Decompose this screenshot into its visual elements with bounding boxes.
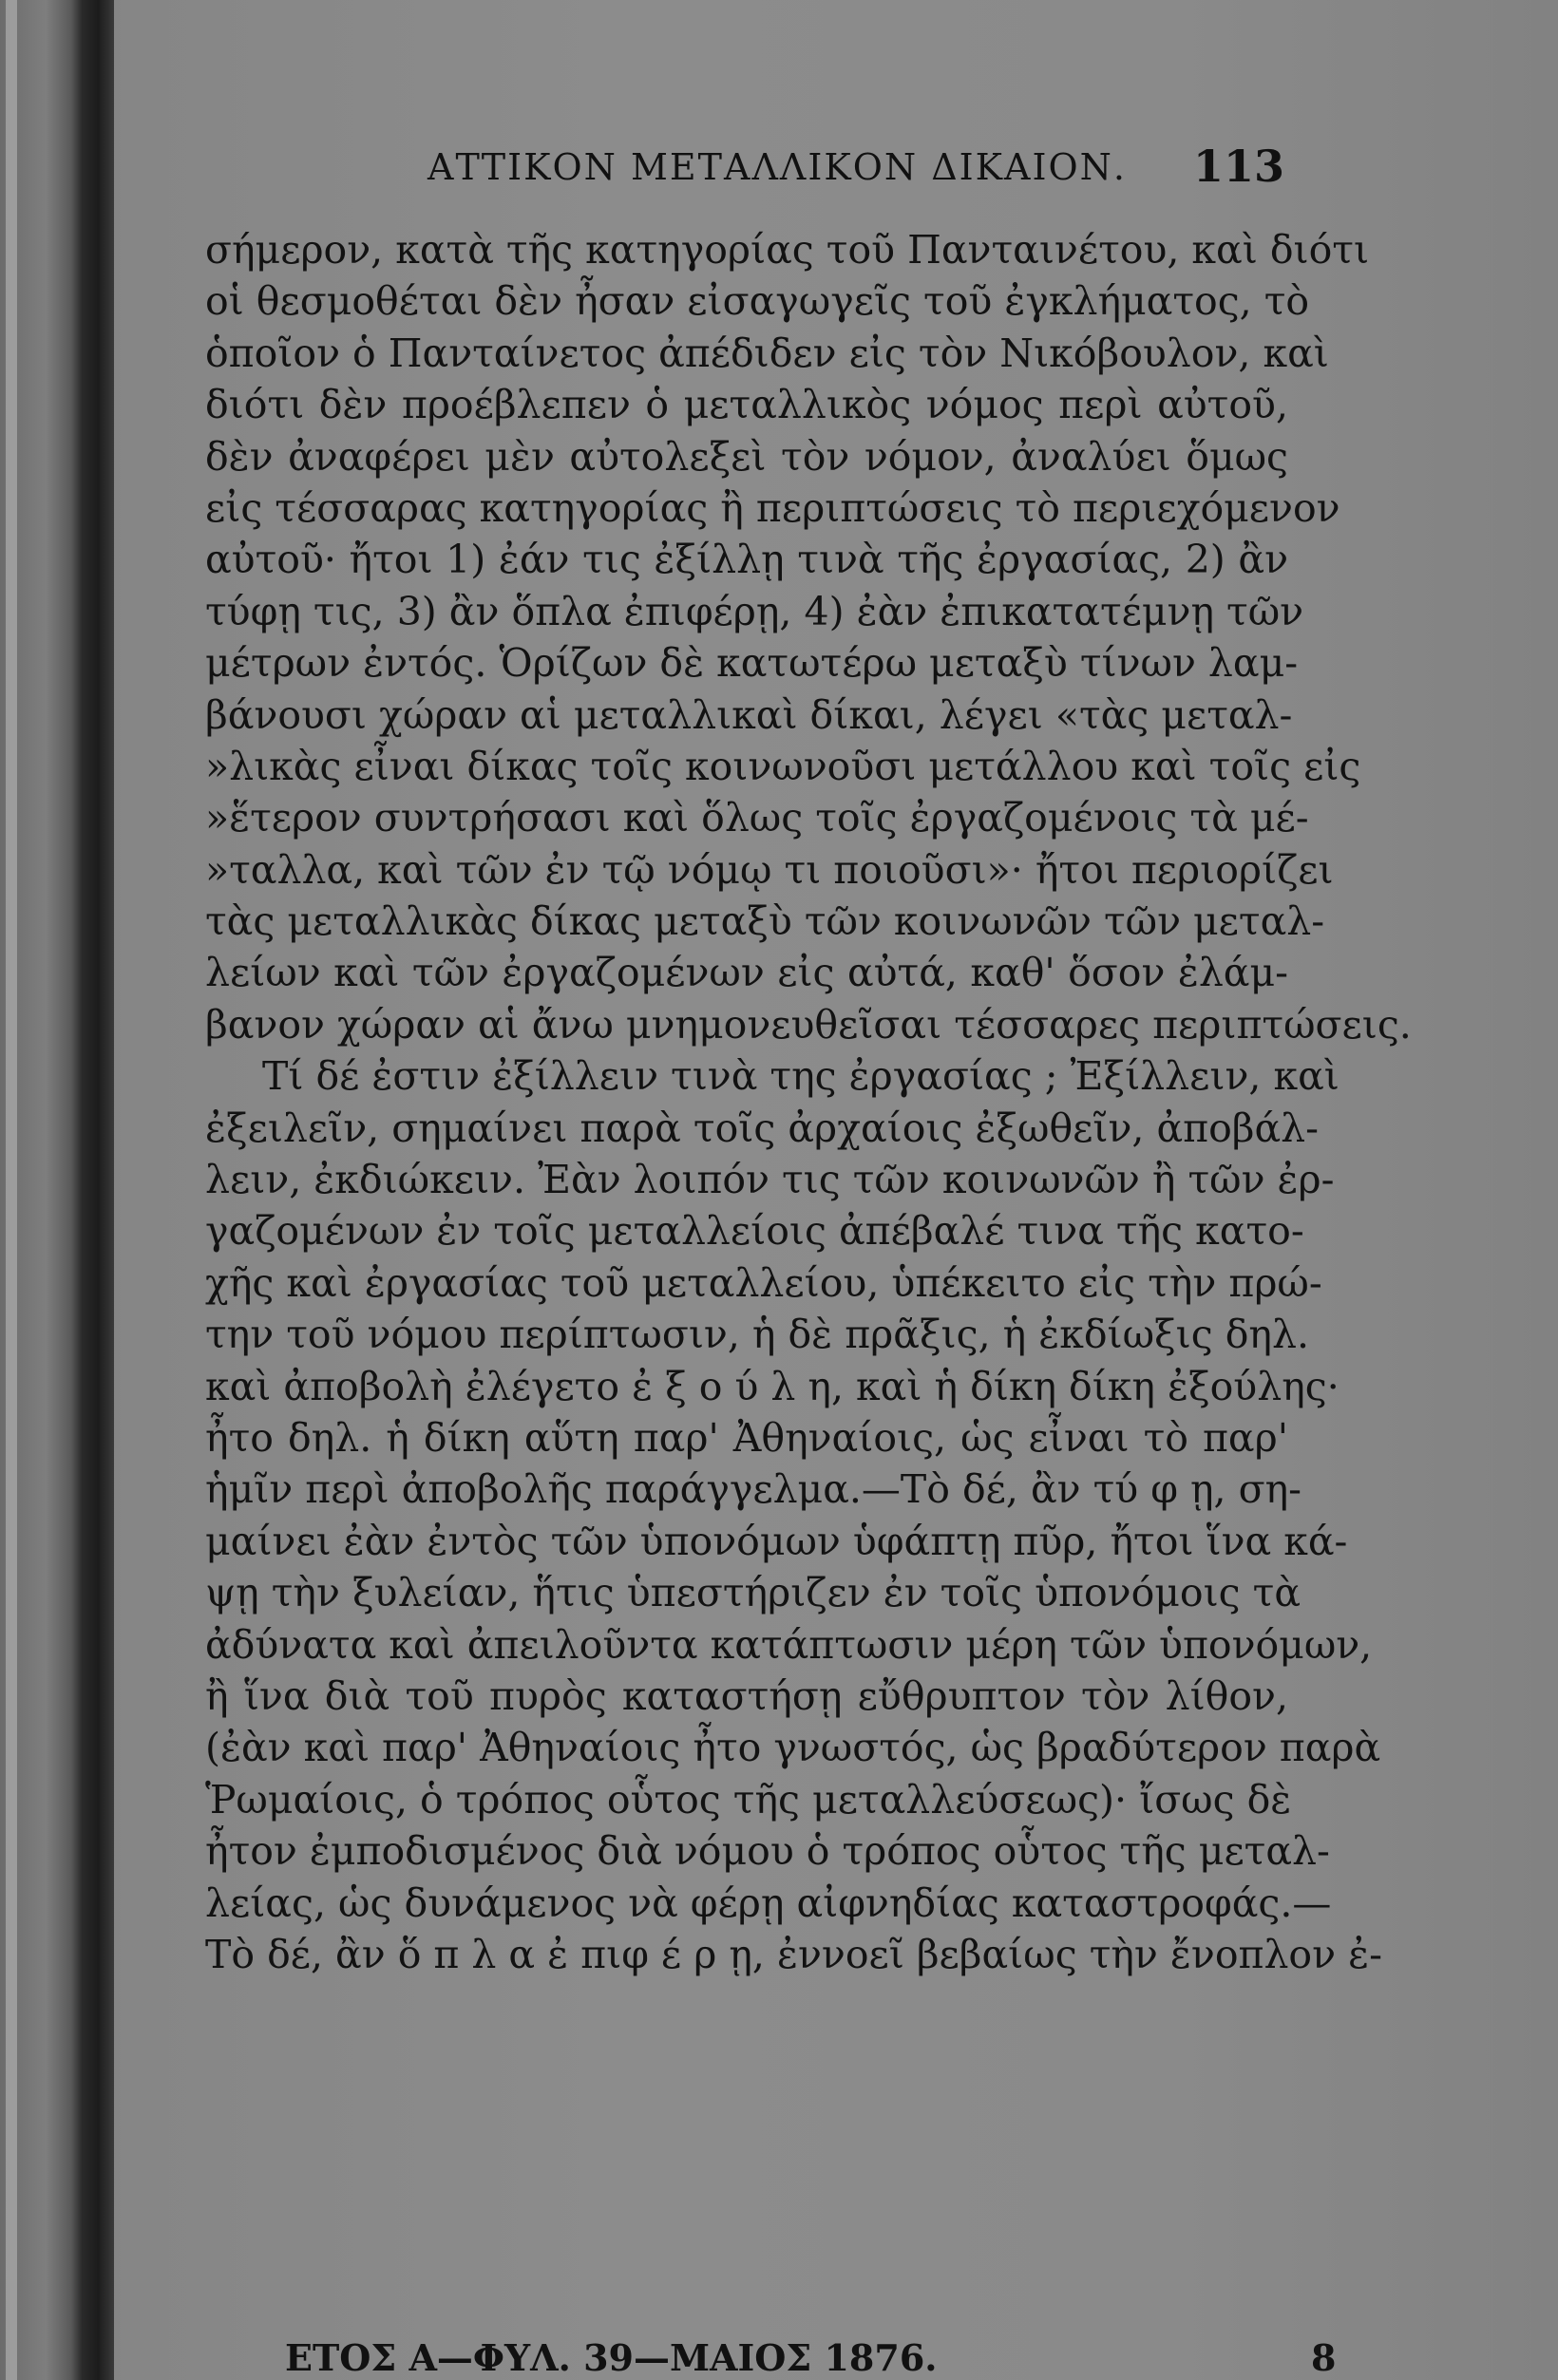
text-line: ψῃ τὴν ξυλείαν, ἥτις ὑπεστήριζεν ἐν τοῖς ὑπονόμοις τὰ (205, 1570, 1302, 1616)
text-line: »λικὰς εἶναι δίκας τοῖς κοινωνοῦσι μετάλλου καὶ τοῖς εἰς (205, 743, 1361, 789)
text-line: χῆς καὶ ἐργασίας τοῦ μεταλλείου, ὑπέκειτο εἰς τὴν πρώ- (205, 1259, 1322, 1306)
page-edge-highlight (6, 0, 17, 2380)
text-line: την τοῦ νόμου περίπτωσιν, ἡ δὲ πρᾶξις, ἡ ἐκδίωξις δηλ. (205, 1312, 1309, 1358)
text-line: λείων καὶ τῶν ἐργαζομένων εἰς αὐτά, καθ' ὅσον ἐλάμ- (205, 950, 1288, 996)
book-page (190, 133, 1412, 2379)
text-line: λείας, ὡς δυνάμενος νὰ φέρῃ αἰφνηδίας καταστροφάς.— (205, 1879, 1332, 1926)
text-line: ἦτον ἐμποδισμένος διὰ νόμου ὁ τρόπος οὗτος τῆς μεταλ- (205, 1828, 1330, 1875)
text-line: Ῥωμαίοις, ὁ τρόπος οὗτος τῆς μεταλλεύσεως)· ἴσως δὲ (205, 1776, 1292, 1823)
text-line: »ἕτερον συντρήσασι καὶ ὅλως τοῖς ἐργαζομένοις τὰ μέ- (205, 795, 1309, 841)
text-line: τύφῃ τις, 3) ἂν ὅπλα ἐπιφέρῃ, 4) ἐὰν ἐπικατατέμνῃ τῶν (205, 588, 1304, 634)
text-line: ἡμῖν περὶ ἀποβολῆς παράγγελμα.—Τὸ δέ, ἂν τύ φ ῃ, ση- (205, 1466, 1302, 1513)
page-body-text (205, 224, 1412, 1980)
text-line: λειν, ἐκδιώκειν. Ἐὰν λοιπόν τις τῶν κοινωνῶν ἢ τῶν ἐρ- (205, 1157, 1335, 1203)
text-line: ἀδύνατα καὶ ἀπειλοῦντα κατάπτωσιν μέρη τῶν ὑπονόμων, (205, 1621, 1373, 1668)
text-line: τὰς μεταλλικὰς δίκας μεταξὺ τῶν κοινωνῶν τῶν μεταλ- (205, 898, 1325, 945)
text-line: (ἐὰν καὶ παρ' Ἀθηναίοις ἦτο γνωστός, ὡς βραδύτερον παρὰ (205, 1725, 1381, 1771)
text-line: βάνουσι χώραν αἱ μεταλλικαὶ δίκαι, λέγει «τὰς μεταλ- (205, 691, 1293, 738)
text-line: ὁποῖον ὁ Πανταίνετος ἀπέδιδεν εἰς τὸν Νικόβουλον, καὶ (205, 330, 1329, 376)
text-line: βανον χώραν αἱ ἄνω μνημονευθεῖσαι τέσσαρες περιπτώσεις. (205, 1001, 1412, 1048)
text-line: οἱ θεσμοθέται δὲν ἦσαν εἰσαγωγεῖς τοῦ ἐγκλήματος, τὸ (205, 278, 1310, 325)
text-line: ἢ ἵνα διὰ τοῦ πυρὸς καταστήσῃ εὔθρυπτον τὸν λίθον, (205, 1672, 1288, 1719)
running-header (190, 133, 1311, 209)
text-line: αὐτοῦ· ἤτοι 1) ἐάν τις ἐξίλλῃ τινὰ τῆς ἐργασίας, 2) ἂν (205, 537, 1288, 583)
text-line: δὲν ἀναφέρει μὲν αὐτολεξεὶ τὸν νόμον, ἀναλύει ὅμως (205, 433, 1288, 480)
text-line: Τὸ δέ, ἂν ὅ π λ α ἐ πιφ έ ρ ῃ, ἐννοεῖ βεβαίως τὴν ἔνοπλον ἐ- (205, 1931, 1382, 1977)
text-line: διότι δὲν προέβλεπεν ὁ μεταλλικὸς νόμος περὶ αὐτοῦ, (205, 382, 1288, 428)
text-line: καὶ ἀποβολὴ ἐλέγετο ἐ ξ ο ύ λ η, καὶ ἡ δίκη δίκη ἐξούλης· (205, 1363, 1340, 1409)
text-line: »ταλλα, καὶ τῶν ἐν τῷ νόμῳ τι ποιοῦσι»· ἤτοι περιορίζει (205, 846, 1334, 893)
text-line: μέτρων ἐντός. Ὁρίζων δὲ κατωτέρω μεταξὺ τίνων λαμ- (205, 640, 1299, 687)
signature-text: ΕΤΟΣ Α—ΦΥΛ. 39—ΜΑΙΟΣ 1876. (285, 2336, 938, 2379)
text-line: εἰς τέσσαρας κατηγορίας ἢ περιπτώσεις τὸ περιεχόμενον (205, 484, 1340, 531)
running-title: ΑΤΤΙΚΟΝ ΜΕΤΑΛΛΙΚΟΝ ΔΙΚΑΙΟΝ. (428, 146, 1127, 188)
text-line: γαζομένων ἐν τοῖς μεταλλείοις ἀπέβαλέ τινα τῆς κατο- (205, 1208, 1304, 1255)
paragraph-start-line: Τί δέ ἐστιν ἐξίλλειν τινὰ της ἐργασίας ; Ἐξίλλειν, καὶ (262, 1053, 1340, 1100)
text-line: σήμερον, κατὰ τῆς κατηγορίας τοῦ Πανταινέτου, καὶ διότι (205, 227, 1370, 273)
book-spine-shadow (0, 0, 114, 2380)
signature-number: 8 (1311, 2336, 1337, 2379)
text-line: ἐξειλεῖν, σημαίνει παρὰ τοῖς ἀρχαίοις ἐξωθεῖν, ἀποβάλ- (205, 1105, 1320, 1151)
text-line: ἦτο δηλ. ἡ δίκη αὕτη παρ' Ἀθηναίοις, ὡς εἶναι τὸ παρ' (205, 1414, 1288, 1461)
text-line: μαίνει ἐὰν ἐντὸς τῶν ὑπονόμων ὑφάπτῃ πῦρ, ἤτοι ἵνα κά- (205, 1518, 1348, 1564)
page-number: 113 (1192, 141, 1284, 192)
